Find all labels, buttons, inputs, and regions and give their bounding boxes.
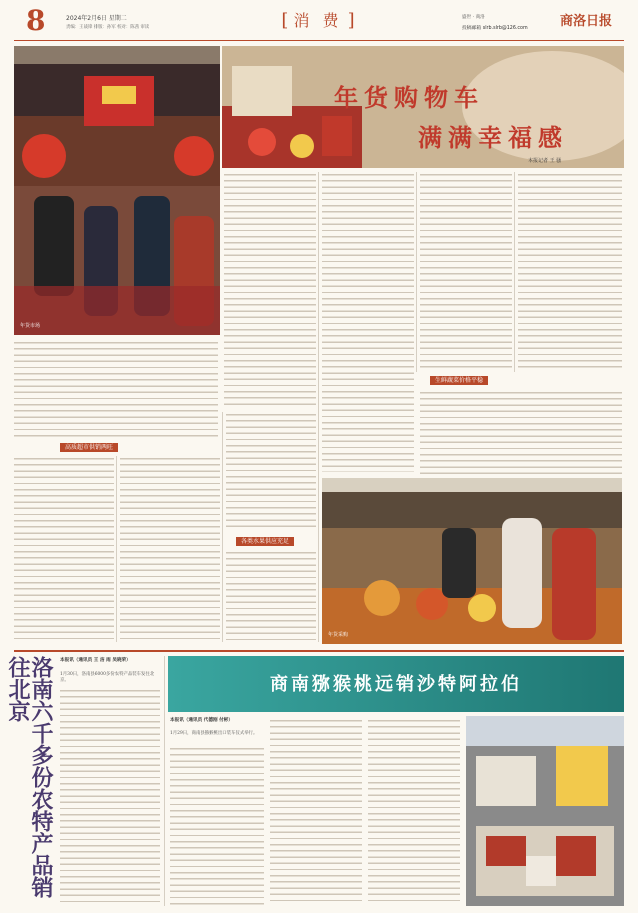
column-rule-4: [116, 456, 117, 642]
date-line: 2024年2月6日 星期二: [66, 15, 127, 22]
body-column-i: [226, 550, 316, 642]
side-story-body: [60, 688, 160, 906]
column-rule-2: [416, 172, 417, 372]
side-story-lead: 1月30日，洛南县6000多份农特产品装车发往北京。: [60, 672, 155, 684]
subhead-2: 各类水果供应充足: [236, 537, 294, 546]
bottom-body-2: [270, 718, 362, 906]
staff-line: 责编：王战锋 排版：孙军 校对：陈茜 审读: [66, 25, 150, 30]
body-column-b: [322, 172, 414, 472]
section-title-box: [258, 8, 378, 30]
kiwi-photo-svg: [466, 716, 624, 906]
subhead-3: 生鲜蔬菜价格平稳: [430, 376, 488, 385]
bottom-banner: [168, 656, 624, 712]
page-header: [0, 0, 638, 44]
market-photo-1: [14, 46, 220, 335]
column-rule-6: [164, 656, 165, 906]
body-column-e: [14, 340, 218, 438]
section-title: 消 费: [293, 11, 343, 30]
headline-banner: [222, 46, 624, 168]
column-rule-1: [318, 172, 319, 642]
kiwi-photo: [466, 716, 624, 906]
body-column-f: [14, 456, 114, 642]
body-column-c: [420, 172, 512, 372]
body-column-a: [224, 172, 316, 408]
column-rule-3: [514, 172, 515, 372]
bottom-body-1: [170, 746, 264, 906]
column-rule-5: [222, 412, 223, 642]
body-column-h: [226, 412, 316, 532]
bottom-headline: 商南猕猴桃远销沙特阿拉伯: [270, 674, 522, 695]
market-photo-1-svg: [14, 46, 220, 335]
body-column-g: [120, 456, 220, 642]
email-line: 投稿邮箱 slrb.slrb@126.com: [462, 26, 528, 31]
side-story-byline: 本报讯（通讯员 王 洁 雨 吴晓荣）: [60, 658, 131, 663]
body-column-j: [420, 390, 622, 480]
photo-caption-2: 年货采购: [328, 632, 349, 638]
market-photo-2-svg: [322, 478, 622, 644]
headline-line-2: 满满幸福感: [418, 124, 568, 152]
bracket-right: ]: [347, 10, 355, 31]
location-line: 盛世 · 商洛: [462, 15, 485, 20]
headline-line-1: 年货购物车: [334, 84, 484, 112]
header-rule: [14, 40, 624, 41]
paper-name-logo: 商洛日报: [560, 14, 613, 29]
page-number: 8: [26, 4, 46, 37]
subhead-1: 高质超市供销两旺: [60, 443, 118, 452]
bottom-body-3: [368, 718, 460, 906]
market-photo-2: [322, 478, 622, 644]
bracket-left: [: [281, 10, 289, 31]
side-story-divider: [14, 650, 624, 652]
side-story-vertical-title: 洛南六千多份农特产品销往北京: [5, 656, 53, 898]
main-byline: 本报记者 王 骚: [528, 158, 562, 164]
bottom-byline: 本报讯（通讯员 代德刚 付彬）: [170, 718, 233, 723]
bottom-lead: 1月29日，商南县猕猴桃出口装车仪式举行。: [170, 731, 258, 736]
photo-caption-1: 年货市场: [20, 323, 41, 329]
body-column-d: [518, 172, 622, 372]
